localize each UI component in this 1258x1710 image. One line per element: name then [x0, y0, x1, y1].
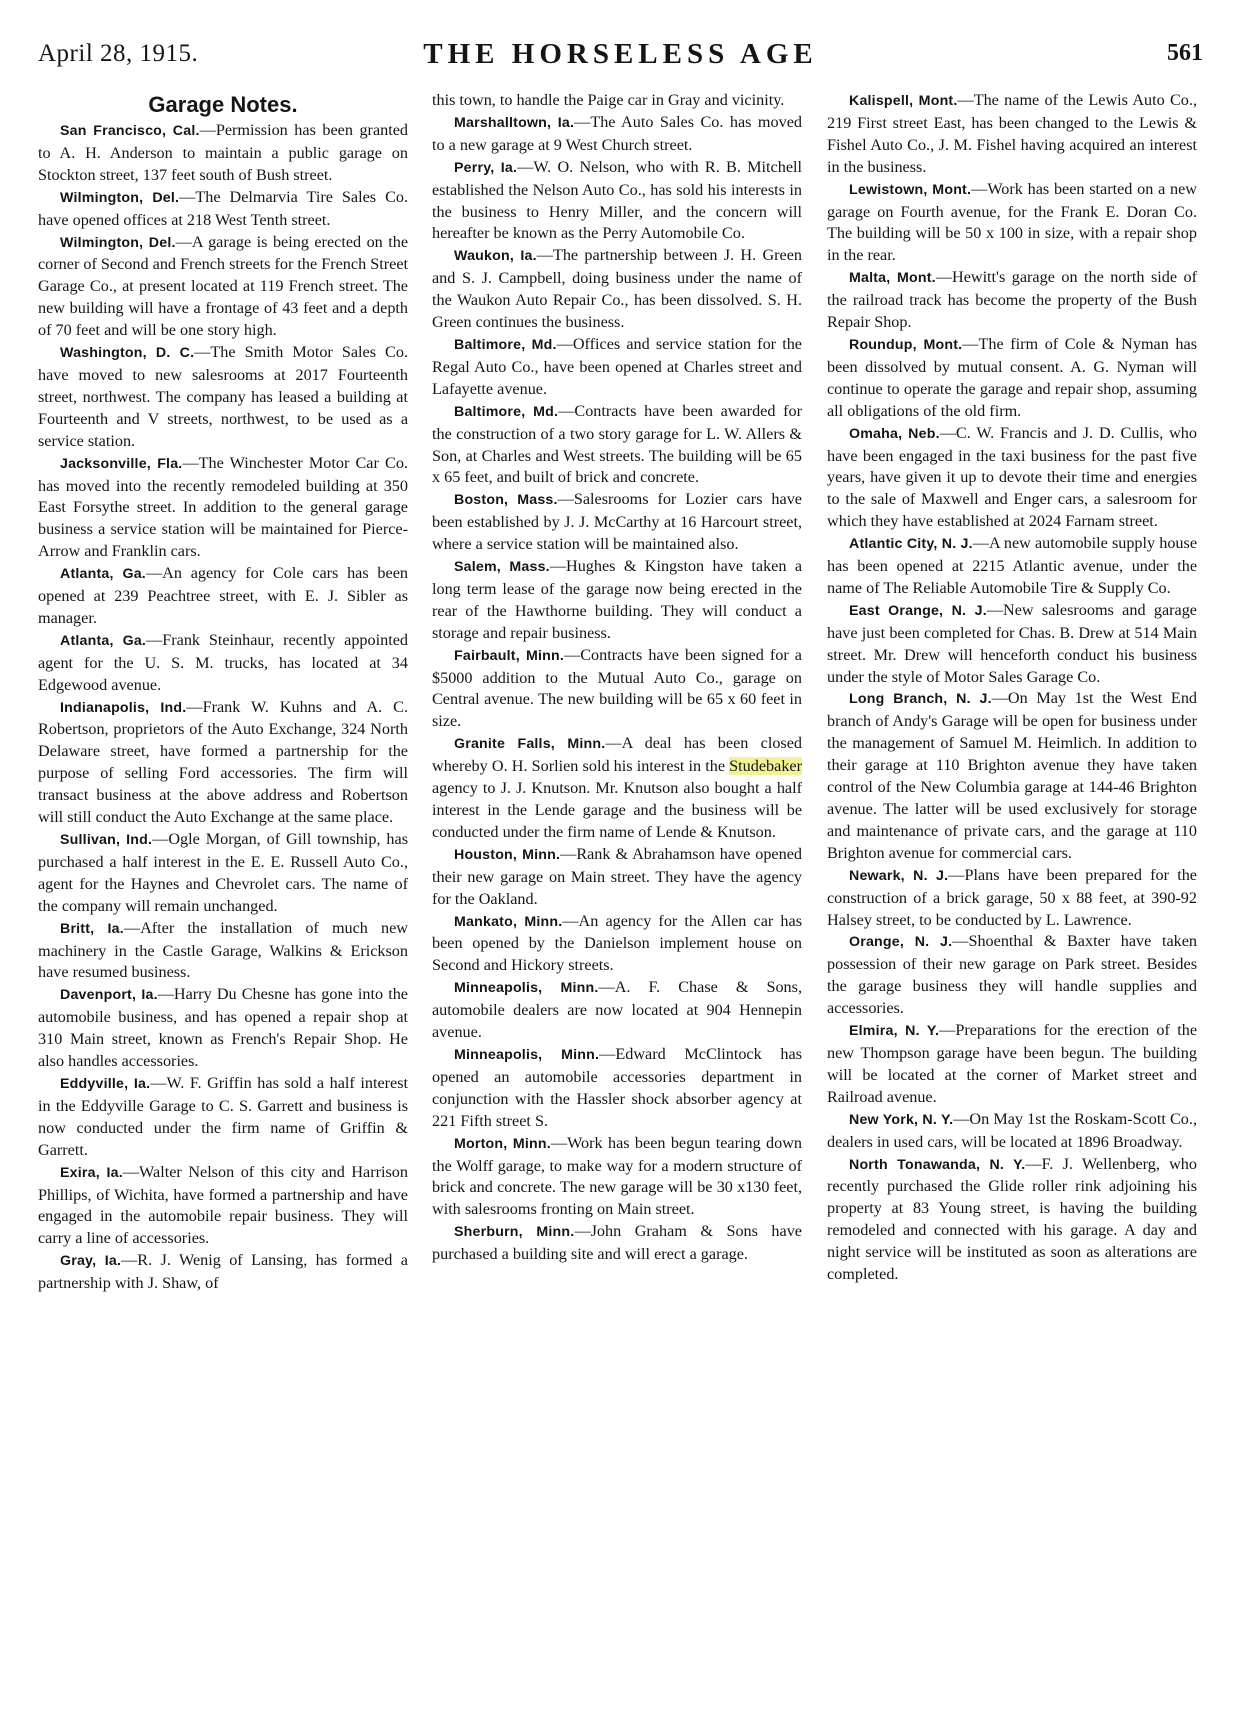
note-text: —Contracts have been awarded for the construction of a two story garage for L. W. Allers & Son, at Charles and West streets. The building will be 65 x 65 feet, and built of brick and concrete.: [432, 401, 803, 487]
garage-note: [432, 401, 802, 490]
note-text: —The name of the Lewis Auto Co., 219 First street East, has been changed to the Lewis & Fishel Auto Co., J. M. Fishel having acquired an interest in the business.: [827, 91, 1197, 176]
section-title: Garage Notes.: [148, 92, 298, 117]
note-text: —Offices and service station for the Regal Auto Co., have been opened at Charles street and Lafayette avenue.: [432, 334, 802, 398]
note-location: Washington, D. C.: [60, 345, 195, 362]
note-location: Mankato, Minn.: [454, 913, 563, 930]
garage-note: [827, 423, 1197, 534]
note-text: —The partnership between J. H. Green and S. J. Campbell, doing business under the name of the Waukon Auto Repair Co., has been dissolved. S. H. Green continues the business.: [432, 246, 802, 332]
note-text: —Contracts have been signed for a $5000 addition to the Mutual Auto Co., garage on Central avenue. The new building will be 65 x 60 feet in size.: [432, 645, 802, 731]
note-text: —On May 1st the Roskam-Scott Co., dealers in used cars, will be located at 1896 Broadway.: [827, 1109, 1197, 1151]
note-location: Baltimore, Md.: [454, 403, 559, 420]
note-location: Britt, Ia.: [60, 920, 124, 937]
note-location: Malta, Mont.: [849, 270, 936, 287]
note-location: Exira, Ia.: [60, 1164, 123, 1181]
garage-note: [432, 157, 802, 246]
note-location: Newark, N. J.: [849, 867, 949, 884]
issue-date: April 28, 1915.: [38, 40, 199, 67]
page-header: [38, 40, 1203, 74]
note-text: —Frank W. Kuhns and A. C. Robertson, proprietors of the Auto Exchange, 324 North Delaware street, have formed a partnership for the purpose of selling Ford accessories. The firm will transact business at the above address and Robertson will still conduct the Auto Exchange at the same place.: [38, 697, 408, 827]
garage-note: [432, 1044, 802, 1133]
continued-paragraph: this town, to handle the Paige car in Gray and vicinity.: [432, 91, 785, 109]
garage-note: [38, 1250, 408, 1295]
garage-note: [827, 865, 1197, 932]
note-location: Long Branch, N. J.: [849, 691, 992, 708]
note-text: —The Delmarvia Tire Sales Co. have opened offices at 218 West Tenth street.: [38, 187, 409, 229]
garage-note: [432, 489, 802, 556]
note-text: —A garage is being erected on the corner of Second and French streets for the French Street Garage Co., at present located at 119 French street. The new building will have a frontage of 43 feet and a depth of 70 feet and will be one story high.: [38, 232, 408, 340]
garage-note: [432, 245, 802, 334]
note-location: Lewistown, Mont.: [849, 181, 972, 198]
note-location: Omaha, Neb.: [849, 425, 940, 442]
note-text: —Rank & Abrahamson have opened their new garage on Main street. They have the agency for the Oakland.: [432, 844, 802, 908]
note-text: —Ogle Morgan, of Gill township, has purchased a half interest in the E. E. Russell Auto Co., agent for the Haynes and Chevrolet cars. The name of the company will remain unchanged.: [38, 830, 408, 915]
garage-note: [432, 1221, 802, 1266]
note-location: Wilmington, Del.: [60, 189, 180, 206]
note-text: —Permission has been granted to A. H. Anderson to maintain a public garage on Stockton street, 137 feet south of Bush street.: [38, 121, 408, 184]
note-location: Marshalltown, Ia.: [454, 114, 575, 131]
note-text: —The Smith Motor Sales Co. have moved to new salesrooms at 2017 Fourteenth street, northwest. The company has leased a building at Fourteenth and V streets, northwest, to be used as a service station.: [38, 343, 408, 450]
garage-note: [827, 1154, 1197, 1286]
note-text: —Walter Nelson of this city and Harrison Phillips, of Wichita, have formed a partnership and have engaged in the automobile repair business. They will carry a line of accessories.: [38, 1162, 408, 1248]
garage-note: [827, 1020, 1197, 1109]
note-location: Davenport, Ia.: [60, 987, 158, 1004]
note-location: Atlanta, Ga.: [60, 566, 146, 583]
note-text: —Shoenthal & Baxter have taken possession of their new garage on Park street. Besides the garage business they will handle supplies and accessories.: [827, 932, 1198, 1018]
note-location: Boston, Mass.: [454, 492, 558, 509]
note-text: —On May 1st the West End branch of Andy's Garage will be open for business under the management of Samuel M. Heimlich. In addition to their garage at 110 Brighton avenue they have taken control of the New Columbia garage at 144-46 Brighton avenue. The latter will be used exclusively for storage and maintenance of private cars, and the garage at 110 Brighton avenue for commercial cars.: [827, 689, 1198, 862]
note-location: Eddyville, Ia.: [60, 1075, 151, 1092]
note-text: —Frank Steinhaur, recently appointed agent for the U. S. M. trucks, has located at 34 Edgewood avenue.: [38, 630, 408, 694]
note-text: —Plans have been prepared for the construction of a brick garage, 50 x 88 feet, at 390-92 Halsey street, to be conducted by L. Lawrence.: [827, 865, 1197, 929]
note-location: Fairbault, Minn.: [454, 647, 565, 664]
note-text: —W. F. Griffin has sold a half interest in the Eddyville Garage to C. S. Garrett and business is now conducted under the firm name of Griffin & Garrett.: [38, 1073, 409, 1159]
note-location: Indianapolis, Ind.: [60, 699, 187, 716]
note-text: —Salesrooms for Lozier cars have been established by J. J. McCarthy at 16 Harcourt street, where a service station will be maintained also.: [432, 490, 802, 554]
garage-note: [38, 630, 408, 697]
garage-note: [38, 1162, 408, 1251]
note-text: —A new automobile supply house has been opened at 2215 Atlantic avenue, under the name of The Reliable Automobile Tire & Supply Co.: [827, 534, 1198, 597]
highlighted-word: Studebaker: [729, 757, 802, 776]
note-location: Roundup, Mont.: [849, 336, 963, 353]
note-text: —R. J. Wenig of Lansing, has formed a partnership with J. Shaw, of: [38, 1251, 408, 1293]
note-location: Minneapolis, Minn.: [454, 1046, 600, 1063]
garage-note: [38, 453, 408, 564]
note-location: Perry, Ia.: [454, 159, 518, 176]
garage-note: [432, 112, 802, 157]
note-location: New York, N. Y.: [849, 1111, 954, 1128]
note-text: —An agency for the Allen car has been opened by the Danielson implement house on Second and Hickory streets.: [432, 911, 803, 975]
garage-note: [432, 844, 802, 911]
garage-note: [38, 120, 408, 187]
garage-note: [38, 918, 408, 985]
column-1: [38, 90, 408, 1295]
note-location: North Tonawanda, N. Y.: [849, 1156, 1026, 1173]
note-location: Morton, Minn.: [454, 1135, 551, 1152]
garage-note: [827, 1109, 1197, 1154]
note-text: —Harry Du Chesne has gone into the automobile business, and has opened a repair shop at 310 Main street, known as French's Repair Shop. He also handles accessories.: [38, 985, 408, 1071]
garage-note: [38, 829, 408, 918]
note-location: San Francisco, Cal.: [60, 123, 200, 139]
note-text: —An agency for Cole cars has been opened at 239 Peachtree street, with E. J. Sibler as manager.: [38, 564, 408, 627]
note-text: —Hewitt's garage on the north side of the railroad track has become the property of the Bush Repair Shop.: [827, 268, 1197, 332]
garage-note: [432, 911, 802, 978]
garage-note: [38, 697, 408, 829]
garage-note: [38, 187, 408, 232]
column-2: [432, 90, 802, 1266]
note-location: Granite Falls, Minn.: [454, 736, 606, 753]
garage-note: [827, 931, 1197, 1020]
magazine-title: THE HORSELESS AGE: [423, 38, 818, 70]
garage-note: [38, 232, 408, 343]
note-text: —The firm of Cole & Nyman has been dissolved by mutual consent. A. G. Nyman will continue to operate the garage and repair shop, assuming all obligations of the old firm.: [827, 334, 1197, 420]
garage-note: [432, 1133, 802, 1222]
garage-note: [38, 563, 408, 630]
note-text: —The Winchester Motor Car Co. has moved into the recently remodeled building at 350 East Forsythe street. In addition to the general garage business a service station will be maintained for Pierce-Arrow and Franklin cars.: [38, 453, 408, 561]
page-number: 561: [1167, 40, 1203, 66]
note-location: Salem, Mass.: [454, 559, 550, 576]
note-text: —Edward McClintock has opened an automobile accessories department in conjunction with the Hassler shock absorber agency at 221 Fifth street S.: [432, 1044, 802, 1130]
note-text: —Work has been begun tearing down the Wolff garage, to make way for a modern structure of brick and concrete. The new garage will be 30 x130 feet, with salesrooms fronting on Main street.: [432, 1133, 802, 1219]
note-location: Houston, Minn.: [454, 846, 561, 863]
note-text: —After the installation of much new machinery in the Castle Garage, Walkins & Erickson have resumed business.: [38, 918, 408, 982]
garage-note: [827, 600, 1197, 689]
note-text: —W. O. Nelson, who with R. B. Mitchell established the Nelson Auto Co., has sold his interests in the business to Henry Miller, and the concern will hereafter be known as the Perry Automobile Co.: [432, 157, 803, 243]
note-location: East Orange, N. J.: [849, 602, 987, 619]
note-text: —A. F. Chase & Sons, automobile dealers are now located at 904 Hennepin avenue.: [432, 978, 803, 1042]
note-location: Sherburn, Minn.: [454, 1224, 575, 1241]
note-location: Gray, Ia.: [60, 1253, 122, 1270]
note-location: Kalispell, Mont.: [849, 93, 958, 109]
note-location: Baltimore, Md.: [454, 336, 557, 353]
note-text: —Preparations for the erection of the new Thompson garage have been begun. The building will be located at the corner of Market street and Railroad avenue.: [827, 1021, 1198, 1106]
garage-note: [432, 977, 802, 1044]
note-location: Sullivan, Ind.: [60, 832, 153, 848]
garage-note: [38, 342, 408, 453]
note-text: —C. W. Francis and J. D. Cullis, who have been engaged in the taxi business for the past five years, have given it up to devote their time and energies to the sale of Maxwell and Enger cars, a salesroom for which they have established at 2024 Farnam street.: [827, 423, 1197, 531]
column-3: [827, 90, 1197, 1286]
garage-note: [38, 984, 408, 1073]
note-text: —Work has been started on a new garage on Fourth avenue, for the Frank E. Doran Co. The building will be 50 x 100 in size, with a repair shop in the rear.: [827, 179, 1197, 265]
garage-note: [432, 733, 802, 844]
garage-note: [827, 90, 1197, 179]
note-text: agency to J. J. Knutson. Mr. Knutson also bought a half interest in the Lende garage and the business will be conducted under the firm name of Lende & Knutson.: [432, 779, 802, 841]
note-location: Jacksonville, Fla.: [60, 455, 183, 472]
garage-note: [432, 556, 802, 645]
note-text: —New salesrooms and garage have just been completed for Chas. B. Drew at 514 Main street. Mr. Drew will henceforth conduct his business under the style of Motor Sales Garage Co.: [827, 600, 1197, 686]
garage-note: [432, 645, 802, 734]
note-location: Elmira, N. Y.: [849, 1023, 940, 1040]
note-location: Waukon, Ia.: [454, 248, 537, 265]
note-location: Wilmington, Del.: [60, 234, 176, 251]
garage-note: [827, 267, 1197, 334]
garage-note: [827, 688, 1197, 864]
note-location: Atlanta, Ga.: [60, 632, 147, 649]
note-location: Atlantic City, N. J.: [849, 536, 973, 553]
note-text: —Hughes & Kingston have taken a long term lease of the garage now being erected in the rear of the Hawthorne building. They will conduct a storage and repair business.: [432, 557, 803, 642]
garage-note: [827, 533, 1197, 600]
note-location: Orange, N. J.: [849, 934, 953, 951]
garage-note: [432, 334, 802, 401]
garage-note: [827, 334, 1197, 423]
garage-note: [827, 179, 1197, 268]
note-text: —John Graham & Sons have purchased a building site and will erect a garage.: [432, 1222, 802, 1264]
note-text: —F. J. Wellenberg, who recently purchased the Glide roller rink adjoining his property at 83 Young street, is having the building remodeled and connected with his garage. A day and night service will be instituted as soon as alterations are completed.: [827, 1154, 1197, 1284]
note-text: —A deal has been closed whereby O. H. Sorlien sold his interest in the: [432, 734, 802, 776]
garage-note: [38, 1073, 408, 1162]
note-location: Minneapolis, Minn.: [454, 980, 599, 997]
note-text: —The Auto Sales Co. has moved to a new garage at 9 West Church street.: [432, 112, 802, 154]
